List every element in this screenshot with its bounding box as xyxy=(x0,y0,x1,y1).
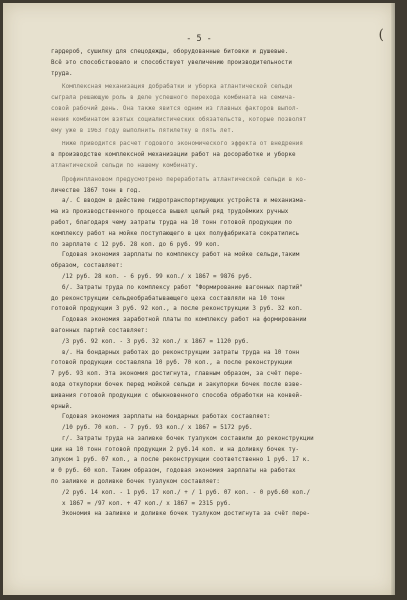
text-line: б/. Затраты труда по комплексу работ "Формирование вагонных партий" xyxy=(62,284,303,291)
text-line: /2 руб. 14 коп. - 1 руб. 17 коп./ + / 1 руб. 07 коп. - 0 руб.60 коп./ xyxy=(62,489,311,496)
text-line: личестве 1867 тонн в год. xyxy=(51,187,141,194)
text-line: ерный. xyxy=(51,403,73,410)
text-line: комплексу работ на мойке поступающего в цех полуфабриката сократились xyxy=(51,230,300,237)
text-line: шивания готовой продукции с обыкновенного способа обработки на конвей- xyxy=(51,392,303,399)
text-line: г/. Затраты труда на заливке бочек тузлуком составили до реконструкции xyxy=(62,435,314,442)
text-line: по заливке и доливке бочек тузлуком составляет: xyxy=(51,479,221,486)
text-line: /3 руб. 92 коп. - 3 руб. 32 коп./ х 1867 = 1120 руб. xyxy=(62,338,250,345)
text-line: а/. С вводом в действие гидротранспортирующих устройств и механизма- xyxy=(62,198,307,205)
text-line: вода откупорки бочек перед мойкой сельди и закупорки бочек после взве- xyxy=(51,381,303,388)
text-line: ции на 10 тонн готовой продукции 2 руб.14 коп. и на доливку бочек ту- xyxy=(51,446,300,453)
text-line: Комплексная механизация добрабатки и уборка атлантической сельди xyxy=(62,84,293,91)
text-line: готовой продукции составляла 10 руб. 70 коп., а после реконструкции xyxy=(51,360,292,367)
text-line: /12 руб. 28 коп. - 6 руб. 99 коп./ х 1867 = 9876 руб. xyxy=(62,273,253,280)
text-line: вагонных партий составляет: xyxy=(51,327,149,334)
page-edge-shadow xyxy=(391,3,395,595)
text-line: ма из производственного процесса вышел целый ряд трудоёмких ручных xyxy=(51,209,289,216)
page-number: - 5 - xyxy=(186,34,212,44)
handwritten-corner-mark: ( xyxy=(378,27,384,43)
text-line: Профинплановом предусмотрено переработать атлантической сельди в ко- xyxy=(62,176,307,183)
text-line: атлантической сельди по нашему комбинату. xyxy=(51,162,199,169)
text-line: /10 руб. 70 коп. - 7 руб. 93 коп./ х 1867 = 5172 руб. xyxy=(62,425,253,432)
text-line: Экономия на заливке и доливке бочек тузлуком достигнута за счёт пере- xyxy=(62,511,311,518)
text-line: до реконструкции сельдеобрабатывающего цеха составляли на 10 тонн xyxy=(51,295,285,302)
text-line: Годовая экономия заработной платы по комплексу работ на формировании xyxy=(62,317,307,324)
text-line: нения комбинатом взятых социалистических обязательств, которые позволят xyxy=(51,116,307,123)
text-line: образом, составляет: xyxy=(51,263,123,270)
text-line: совой рабочий день. Она также явится одним из главных факторов выпол- xyxy=(51,105,300,112)
text-line: злуком 1 руб. 07 коп., а после реконструкции соответственно 1 руб. 17 к. xyxy=(51,457,310,464)
text-line: ему уже в 1963 году выполнить пятилетку в пять лет. xyxy=(51,127,235,134)
text-line: по зарплате с 12 руб. 28 коп. до 6 руб. 99 коп. xyxy=(51,241,221,248)
text-line: сыграла решающую роль в деле успешного перехода комбината на семича- xyxy=(51,95,296,102)
text-line: Годовая экономия зарплаты на бондарных работах составляет: xyxy=(62,414,271,421)
text-line: гардероб, сушилку для спецодежды, оборудованные битовки и душевые. xyxy=(51,49,289,55)
text-line: и 0 руб. 60 коп. Таким образом, годовая экономия зарплаты на работах xyxy=(51,468,296,475)
document-page xyxy=(3,3,395,595)
typewritten-body-text xyxy=(51,47,386,520)
text-line: 7 руб. 93 коп. Эта экономия достигнута, главным образом, за счёт пере- xyxy=(51,371,303,378)
text-line: в производстве комплексной механизации работ на досоработке и уборке xyxy=(51,152,296,159)
text-line: Годовая экономия зарплаты по комплексу работ на мойке сельди,таким xyxy=(62,252,300,259)
text-line: х 1867 = /97 коп. + 47 коп./ х 1867 = 2315 руб. xyxy=(62,500,232,507)
text-line: готовой продукции 3 руб. 92 коп., а после реконструкции 3 руб. 32 коп. xyxy=(51,306,303,313)
text-line: Всё это способствовало и способствует увеличению производительности xyxy=(51,59,292,66)
text-line: труда. xyxy=(51,70,73,77)
text-line: Ниже приводится расчёт годового экономического эффекта от внедрения xyxy=(62,141,303,148)
text-line: в/. На бондарных работах до реконструкции затраты труда на 10 тонн xyxy=(62,349,300,356)
text-line: работ, благодаря чему затраты труда на 10 тонн готовой продукции по xyxy=(51,219,292,226)
